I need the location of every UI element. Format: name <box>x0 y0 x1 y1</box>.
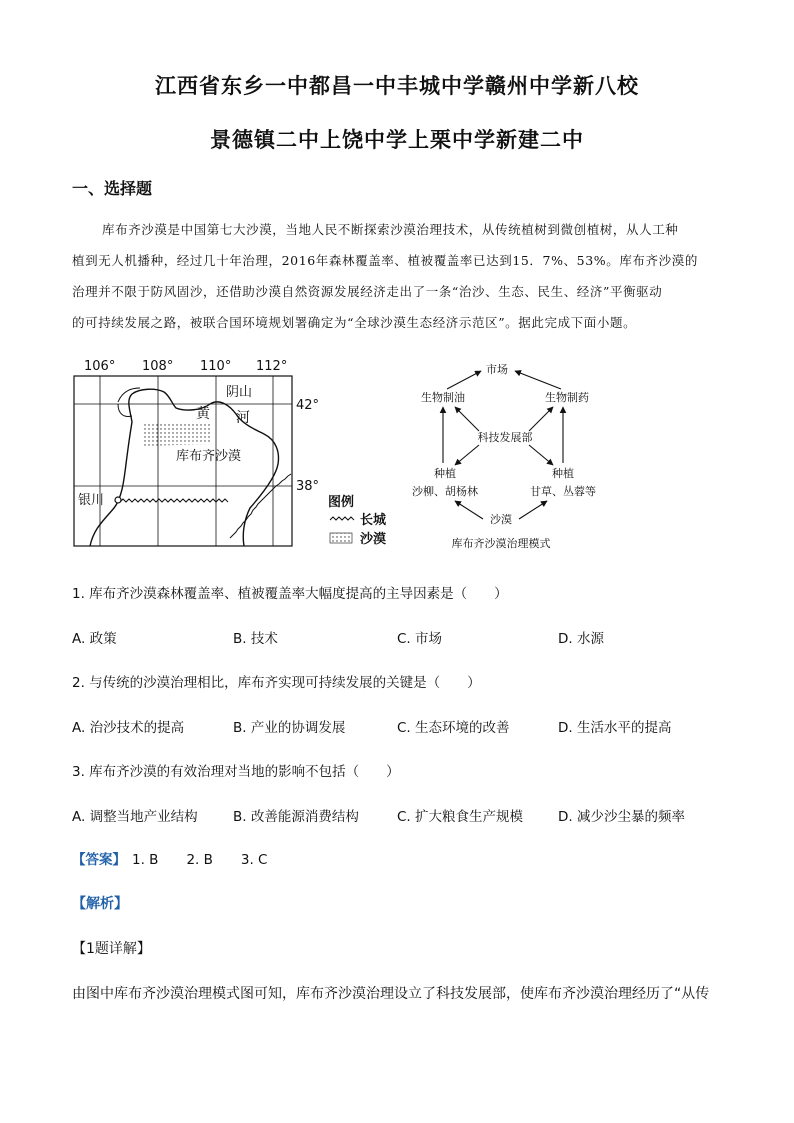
node-desert: 沙漠 <box>490 513 512 526</box>
label-he: 河 <box>236 410 250 426</box>
question-1-option-d[interactable]: D. 水源 <box>558 631 604 647</box>
node-plant-left-2: 沙柳、胡杨林 <box>412 485 478 498</box>
governance-diagram <box>395 355 635 555</box>
question-1-stem: 1. 库布齐沙漠森林覆盖率、植被覆盖率大幅度提高的主导因素是（ ） <box>72 586 508 602</box>
passage-line: 治理并不限于防风固沙，还借助沙漠自然资源发展经济走出了一条“治沙、生态、民生、经济”平衡驱动 <box>72 284 663 299</box>
answer-row <box>72 848 289 868</box>
lon-label: 110° <box>200 359 232 374</box>
detail-label: 【1题详解】 <box>72 941 151 957</box>
desert-map <box>60 352 390 562</box>
label-yinshan: 阴山 <box>226 385 253 400</box>
node-plant-right-1: 种植 <box>552 467 574 480</box>
legend-wall: 长城 <box>360 513 387 528</box>
question-3-option-b[interactable]: B. 改善能源消费结构 <box>233 809 359 825</box>
yinchuan-marker <box>115 497 121 503</box>
question-2-stem: 2. 与传统的沙漠治理相比，库布齐实现可持续发展的关键是（ ） <box>72 675 481 691</box>
question-3-stem: 3. 库布齐沙漠的有效治理对当地的影响不包括（ ） <box>72 764 400 780</box>
question-1-option-c[interactable]: C. 市场 <box>397 631 443 647</box>
node-plant-left-1: 种植 <box>434 467 456 480</box>
answer-item: 3. C <box>240 852 268 868</box>
question-2-option-d[interactable]: D. 生活水平的提高 <box>558 720 672 736</box>
legend-title: 图例 <box>328 495 355 510</box>
legend-desert: 沙漠 <box>360 532 387 547</box>
passage-line: 的可持续发展之路，被联合国环境规划署确定为“全球沙漠生态经济示范区”。据此完成下面小题。 <box>72 315 637 330</box>
label-desert: 库布齐沙漠 <box>176 449 242 464</box>
passage-line: 植到无人机播种，经过几十年治理，2016年森林覆盖率、植被覆盖率已达到15．7%、53%。库布齐沙漠的 <box>72 253 698 268</box>
question-3-option-c[interactable]: C. 扩大粮食生产规模 <box>397 809 524 825</box>
passage-line: 库布齐沙漠是中国第七大沙漠，当地人民不断探索沙漠治理技术，从传统植树到微创植树，从人工种 <box>102 222 679 237</box>
node-bio-oil: 生物制油 <box>421 391 465 404</box>
label-huang: 黄 <box>196 406 210 422</box>
lat-label: 38° <box>296 479 320 494</box>
question-3-option-a[interactable]: A. 调整当地产业结构 <box>72 809 198 825</box>
passage <box>72 214 722 338</box>
answer-item: 1. B <box>132 852 159 868</box>
document-title-line1: 江西省东乡一中都昌一中丰城中学赣州中学新八校 <box>155 73 639 98</box>
yellow-river <box>90 389 278 546</box>
detail-text: 由图中库布齐沙漠治理模式图可知，库布齐沙漠治理设立了科技发展部，使库布齐沙漠治理经历了“从传 <box>72 986 710 1002</box>
question-1-option-a[interactable]: A. 政策 <box>72 631 117 647</box>
node-bio-medicine: 生物制药 <box>545 391 589 404</box>
question-2-option-a[interactable]: A. 治沙技术的提高 <box>72 720 185 736</box>
label-yinchuan: 银川 <box>78 493 105 508</box>
diagram-caption: 库布齐沙漠治理模式 <box>451 537 551 550</box>
question-2-option-c[interactable]: C. 生态环境的改善 <box>397 720 510 736</box>
desert-area <box>142 422 212 446</box>
legend-wall-symbol <box>330 517 354 520</box>
question-2-option-b[interactable]: B. 产业的协调发展 <box>233 720 346 736</box>
question-3-option-d[interactable]: D. 减少沙尘暴的频率 <box>558 809 685 825</box>
legend-desert-symbol <box>330 533 352 543</box>
lon-label: 106° <box>84 359 116 374</box>
analysis-label: 【解析】 <box>72 896 128 912</box>
answer-label: 【答案】 <box>72 852 126 868</box>
document-title-line2: 景德镇二中上饶中学上栗中学新建二中 <box>210 127 584 152</box>
lat-label: 42° <box>296 398 320 413</box>
lon-label: 112° <box>256 359 288 374</box>
node-tech-dept: 科技发展部 <box>477 431 533 444</box>
node-plant-right-2: 甘草、丛蓉等 <box>530 485 596 498</box>
great-wall <box>120 474 291 538</box>
question-1-option-b[interactable]: B. 技术 <box>233 631 278 647</box>
section-heading: 一、选择题 <box>72 179 153 198</box>
lon-label: 108° <box>142 359 174 374</box>
node-market: 市场 <box>486 363 508 376</box>
answer-item: 2. B <box>186 852 213 868</box>
